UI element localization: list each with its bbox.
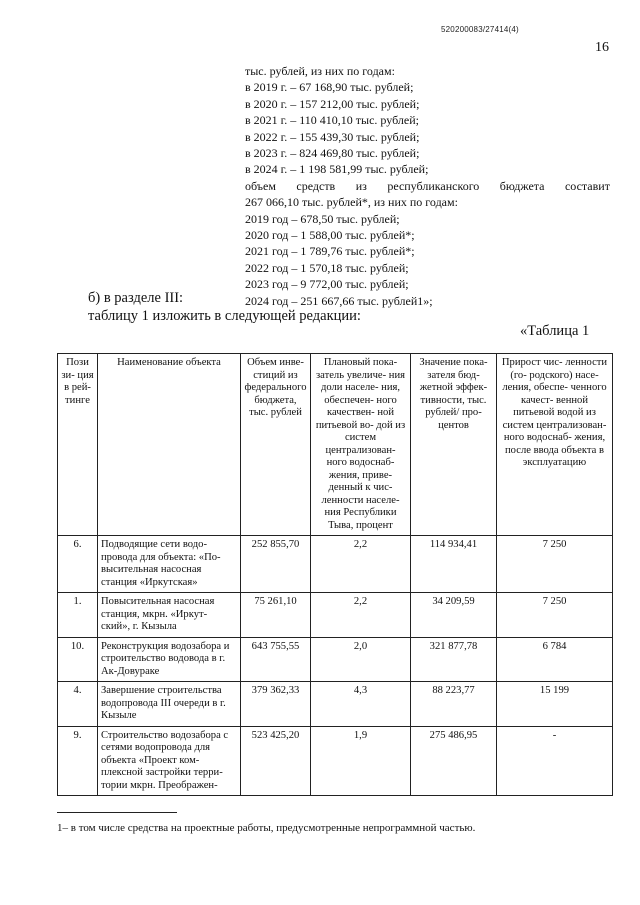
text-line: 2023 год – 9 772,00 тыс. рублей; xyxy=(245,277,409,292)
col-header-federal-investment: Объем инве- стиций из федерального бюджета, тыс. рублей xyxy=(241,354,311,536)
table-row xyxy=(58,536,613,593)
funding-text-block xyxy=(245,63,610,309)
cell-investment: 75 261,10 xyxy=(241,593,311,638)
cell-indicator: 2,0 xyxy=(311,637,411,682)
cell-object-name: Строительство водозабора с сетями водопровода для объекта «Проект ком- плексной застройки терри- тории мкрн. Преображен- xyxy=(98,726,241,796)
table-row xyxy=(58,726,613,796)
cell-position: 10. xyxy=(58,637,98,682)
text-line: в 2024 г. – 1 198 581,99 тыс. рублей; xyxy=(245,162,429,177)
text-line: в 2021 г. – 110 410,10 тыс. рублей; xyxy=(245,113,419,128)
text-line: в 2019 г. – 67 168,90 тыс. рублей; xyxy=(245,80,414,95)
word: бюджета xyxy=(499,178,545,193)
cell-population: 6 784 xyxy=(497,637,613,682)
section-label: б) в разделе III: xyxy=(88,290,184,306)
word: объем xyxy=(245,178,276,193)
document-id: 520200083/27414(4) xyxy=(441,25,519,34)
cell-object-name: Реконструкция водозабора и строительство водовода в г. Ак-Довураке xyxy=(98,637,241,682)
cell-efficiency: 114 934,41 xyxy=(411,536,497,593)
footnote: 1– в том числе средства на проектные работы, предусмотренные непрограммной частью. xyxy=(57,822,476,834)
text-line: 2020 год – 1 588,00 тыс. рублей*; xyxy=(245,228,415,243)
text-line: тыс. рублей, из них по годам: xyxy=(245,64,395,78)
cell-indicator: 4,3 xyxy=(311,682,411,727)
cell-investment: 643 755,55 xyxy=(241,637,311,682)
cell-object-name: Подводящие сети водо- провода для объекта: «По- высительная насосная станция «Иркутская» xyxy=(98,536,241,593)
republic-budget-line xyxy=(245,178,610,194)
cell-population: 7 250 xyxy=(497,593,613,638)
table-row xyxy=(58,637,613,682)
col-header-population-growth: Прирост чис- ленности (го- родского) насе- ления, обеспе- ченного качест- венной питьевой водой из систем централизован- ного водоснаб- жения, после ввода объекта в эксплуатацию xyxy=(497,354,613,536)
cell-efficiency: 321 877,78 xyxy=(411,637,497,682)
cell-investment: 379 362,33 xyxy=(241,682,311,727)
cell-population: - xyxy=(497,726,613,796)
page-number: 16 xyxy=(595,40,609,55)
cell-investment: 252 855,70 xyxy=(241,536,311,593)
table-row xyxy=(58,682,613,727)
col-header-planned-indicator: Плановый пока- затель увеличе- ния доли населе- ния, обеспечен- ного качествен- ной питьевой во- дой из систем централизован- ного водоснаб- жения, приве- денный к чис- ленности населе- ния Республики Тыва, процент xyxy=(311,354,411,536)
cell-population: 7 250 xyxy=(497,536,613,593)
text-line: в 2023 г. – 824 469,80 тыс. рублей; xyxy=(245,146,420,161)
text-line: 2021 год – 1 789,76 тыс. рублей*; xyxy=(245,244,415,259)
word: из xyxy=(355,178,367,193)
text-line: 2024 год – 251 667,66 тыс. рублей1»; xyxy=(245,293,433,308)
text-line: 2022 год – 1 570,18 тыс. рублей; xyxy=(245,260,409,275)
text-line: в 2020 г. – 157 212,00 тыс. рублей; xyxy=(245,96,420,111)
cell-position: 1. xyxy=(58,593,98,638)
cell-object-name: Завершение строительства водопровода III очереди в г. Кызыле xyxy=(98,682,241,727)
cell-efficiency: 34 209,59 xyxy=(411,593,497,638)
word: республиканского xyxy=(387,178,480,193)
footnote-separator xyxy=(57,812,177,813)
instruction-text: таблицу 1 изложить в следующей редакции: xyxy=(88,308,361,324)
table-header-row xyxy=(58,354,613,536)
cell-position: 9. xyxy=(58,726,98,796)
word: составит xyxy=(564,178,610,193)
col-header-object-name: Наименование объекта xyxy=(98,354,241,536)
cell-efficiency: 88 223,77 xyxy=(411,682,497,727)
cell-position: 4. xyxy=(58,682,98,727)
cell-investment: 523 425,20 xyxy=(241,726,311,796)
cell-efficiency: 275 486,95 xyxy=(411,726,497,796)
cell-indicator: 2,2 xyxy=(311,593,411,638)
table-row xyxy=(58,593,613,638)
cell-indicator: 2,2 xyxy=(311,536,411,593)
text-line: 267 066,10 тыс. рублей*, из них по годам: xyxy=(245,195,458,210)
cell-object-name: Повысительная насосная станция, мкрн. «Иркут- ский», г. Кызыла xyxy=(98,593,241,638)
col-header-position: Пози зи- ция в рей- тинге xyxy=(58,354,98,536)
investment-table xyxy=(57,353,613,796)
table-caption: «Таблица 1 xyxy=(520,323,590,339)
col-header-budget-efficiency: Значение пока- зателя бюд- жетной эффек- тивности, тыс. рублей/ про- центов xyxy=(411,354,497,536)
text-line: в 2022 г. – 155 439,30 тыс. рублей; xyxy=(245,129,420,144)
word: средств xyxy=(296,178,336,193)
text-line: 2019 год – 678,50 тыс. рублей; xyxy=(245,211,400,226)
cell-position: 6. xyxy=(58,536,98,593)
cell-population: 15 199 xyxy=(497,682,613,727)
cell-indicator: 1,9 xyxy=(311,726,411,796)
